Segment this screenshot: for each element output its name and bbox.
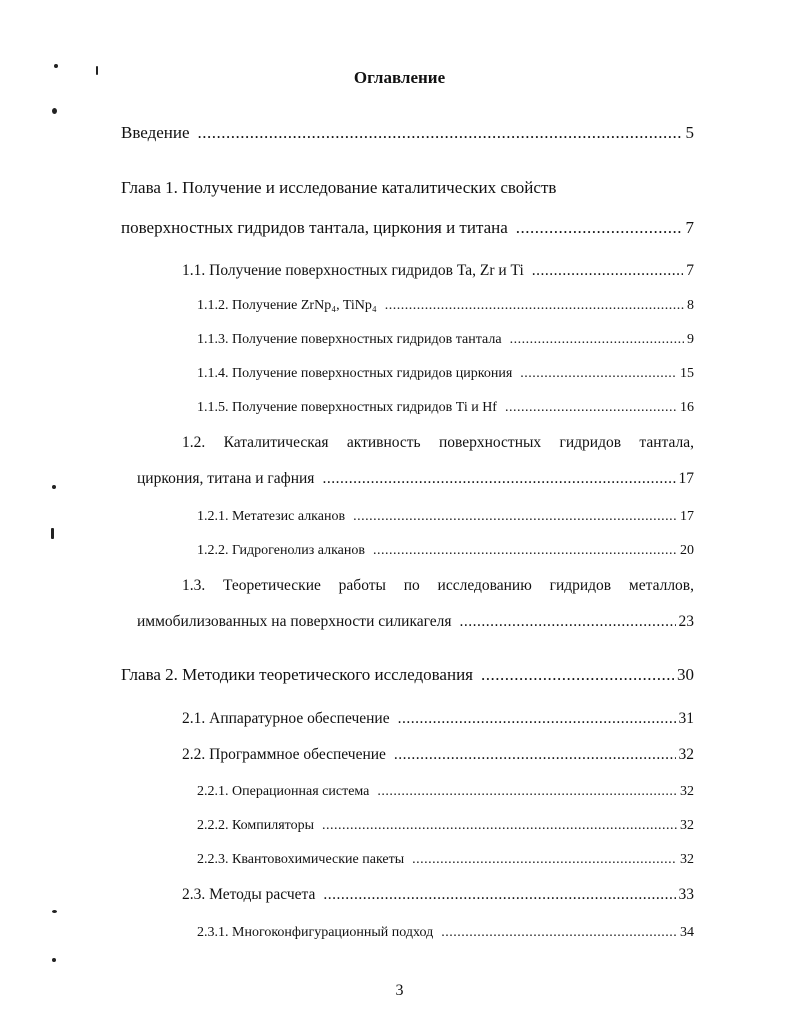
toc-entry-label: Введение xyxy=(121,123,190,142)
toc-entry-2-3[interactable] xyxy=(182,886,694,904)
toc-entry-page: 33 xyxy=(678,886,694,903)
toc-entry-page: 17 xyxy=(680,509,694,524)
leader-dots xyxy=(441,925,677,941)
toc-entry-2-2-2[interactable] xyxy=(197,818,694,834)
scan-mark xyxy=(52,958,56,962)
toc-entry-chapter2[interactable] xyxy=(121,665,694,685)
toc-entry-label: циркония, титана и гафния xyxy=(137,470,315,487)
toc-entry-1-3[interactable] xyxy=(137,613,694,631)
toc-entry-2-3-1[interactable] xyxy=(197,925,694,941)
toc-entry-1-1-4[interactable] xyxy=(197,366,694,382)
page-number: 3 xyxy=(395,982,404,999)
toc-entry-label: иммобилизованных на поверхности силикагеля xyxy=(137,613,452,630)
toc-entry-label: 1.1.2. Получение ZrNp₄, TiNp₄ xyxy=(197,298,377,313)
toc-heading: Оглавление xyxy=(353,68,446,87)
toc-entry-page: 32 xyxy=(678,746,694,763)
scan-mark xyxy=(52,910,57,913)
toc-entry-intro[interactable] xyxy=(121,123,694,143)
leader-dots xyxy=(322,470,675,488)
toc-entry-label: 2.1. Аппаратурное обеспечение xyxy=(182,710,390,727)
toc-entry-1-1-5[interactable] xyxy=(197,400,694,416)
toc-entry-1-1[interactable] xyxy=(182,262,694,280)
toc-entry-page: 31 xyxy=(678,710,694,727)
leader-dots xyxy=(505,400,677,416)
leader-dots xyxy=(323,886,675,904)
toc-entry-label: 2.2.3. Квантовохимические пакеты xyxy=(197,852,405,867)
leader-dots xyxy=(516,218,683,238)
leader-dots xyxy=(322,818,677,834)
toc-entry-label: 1.1.3. Получение поверхностных гидридов тантала xyxy=(197,332,502,347)
leader-dots xyxy=(353,509,677,525)
toc-entry-chapter1[interactable] xyxy=(121,218,694,238)
toc-entry-2-2-3[interactable] xyxy=(197,852,694,868)
leader-dots xyxy=(198,123,683,143)
toc-entry-label: 1.1.5. Получение поверхностных гидридов Ti и Hf xyxy=(197,400,497,415)
toc-entry-label: 1.1.4. Получение поверхностных гидридов циркония xyxy=(197,366,513,381)
toc-entry-page: 8 xyxy=(687,298,694,313)
toc-entry-page: 5 xyxy=(685,123,694,142)
toc-entry-1-2-1[interactable] xyxy=(197,509,694,525)
toc-entry-1-1-2[interactable] xyxy=(197,298,694,314)
toc-entry-label: 1.2.1. Метатезис алканов xyxy=(197,509,346,524)
toc-entry-label: 2.2.1. Операционная система xyxy=(197,784,370,799)
leader-dots xyxy=(460,613,676,631)
toc-entry-page: 32 xyxy=(680,852,694,867)
leader-dots xyxy=(394,746,676,764)
leader-dots xyxy=(377,784,677,800)
toc-entry-2-2-1[interactable] xyxy=(197,784,694,800)
leader-dots xyxy=(481,665,674,685)
toc-entry-label: поверхностных гидридов тантала, циркония и титана xyxy=(121,218,508,237)
toc-entry-1-2-line1: 1.2. Каталитическая активность поверхностных гидридов тантала, xyxy=(182,434,694,451)
toc-entry-page: 16 xyxy=(680,400,694,415)
toc-entry-page: 15 xyxy=(680,366,694,381)
toc-entry-label: 1.2.2. Гидрогенолиз алканов xyxy=(197,543,365,558)
toc-entry-page: 17 xyxy=(678,470,694,487)
toc-entry-1-1-3[interactable] xyxy=(197,332,694,348)
toc-entry-label: 2.2. Программное обеспечение xyxy=(182,746,386,763)
toc-entry-chapter1-line1: Глава 1. Получение и исследование каталитических свойств xyxy=(121,178,557,197)
toc-entry-page: 20 xyxy=(680,543,694,558)
toc-entry-page: 32 xyxy=(680,784,694,799)
toc-entry-1-3-line1: 1.3. Теоретические работы по исследованию гидридов металлов, xyxy=(182,577,694,594)
toc-entry-label: 2.3.1. Многоконфигурационный подход xyxy=(197,925,434,940)
toc-entry-label: 2.3. Методы расчета xyxy=(182,886,316,903)
toc-entry-1-2[interactable] xyxy=(137,470,694,488)
leader-dots xyxy=(412,852,677,868)
toc-entry-label: Глава 2. Методики теоретического исследования xyxy=(121,665,473,684)
toc-entry-page: 9 xyxy=(687,332,694,347)
toc-entry-page: 7 xyxy=(686,262,694,279)
toc-entry-1-2-2[interactable] xyxy=(197,543,694,559)
leader-dots xyxy=(510,332,684,348)
toc-entry-2-2[interactable] xyxy=(182,746,694,764)
scan-mark xyxy=(52,485,56,489)
scan-mark xyxy=(51,528,54,539)
toc-entry-page: 30 xyxy=(677,665,694,684)
toc-entry-2-1[interactable] xyxy=(182,710,694,728)
leader-dots xyxy=(532,262,683,280)
toc-entry-page: 34 xyxy=(680,925,694,940)
leader-dots xyxy=(373,543,677,559)
leader-dots xyxy=(385,298,684,314)
toc-entry-page: 23 xyxy=(678,613,694,630)
scan-mark xyxy=(52,108,57,114)
toc-entry-label: 2.2.2. Компиляторы xyxy=(197,818,314,833)
toc-entry-page: 32 xyxy=(680,818,694,833)
leader-dots xyxy=(398,710,676,728)
toc-entry-page: 7 xyxy=(685,218,694,237)
leader-dots xyxy=(520,366,677,382)
toc-entry-label: 1.1. Получение поверхностных гидридов Ta, Zr и Ti xyxy=(182,262,524,279)
